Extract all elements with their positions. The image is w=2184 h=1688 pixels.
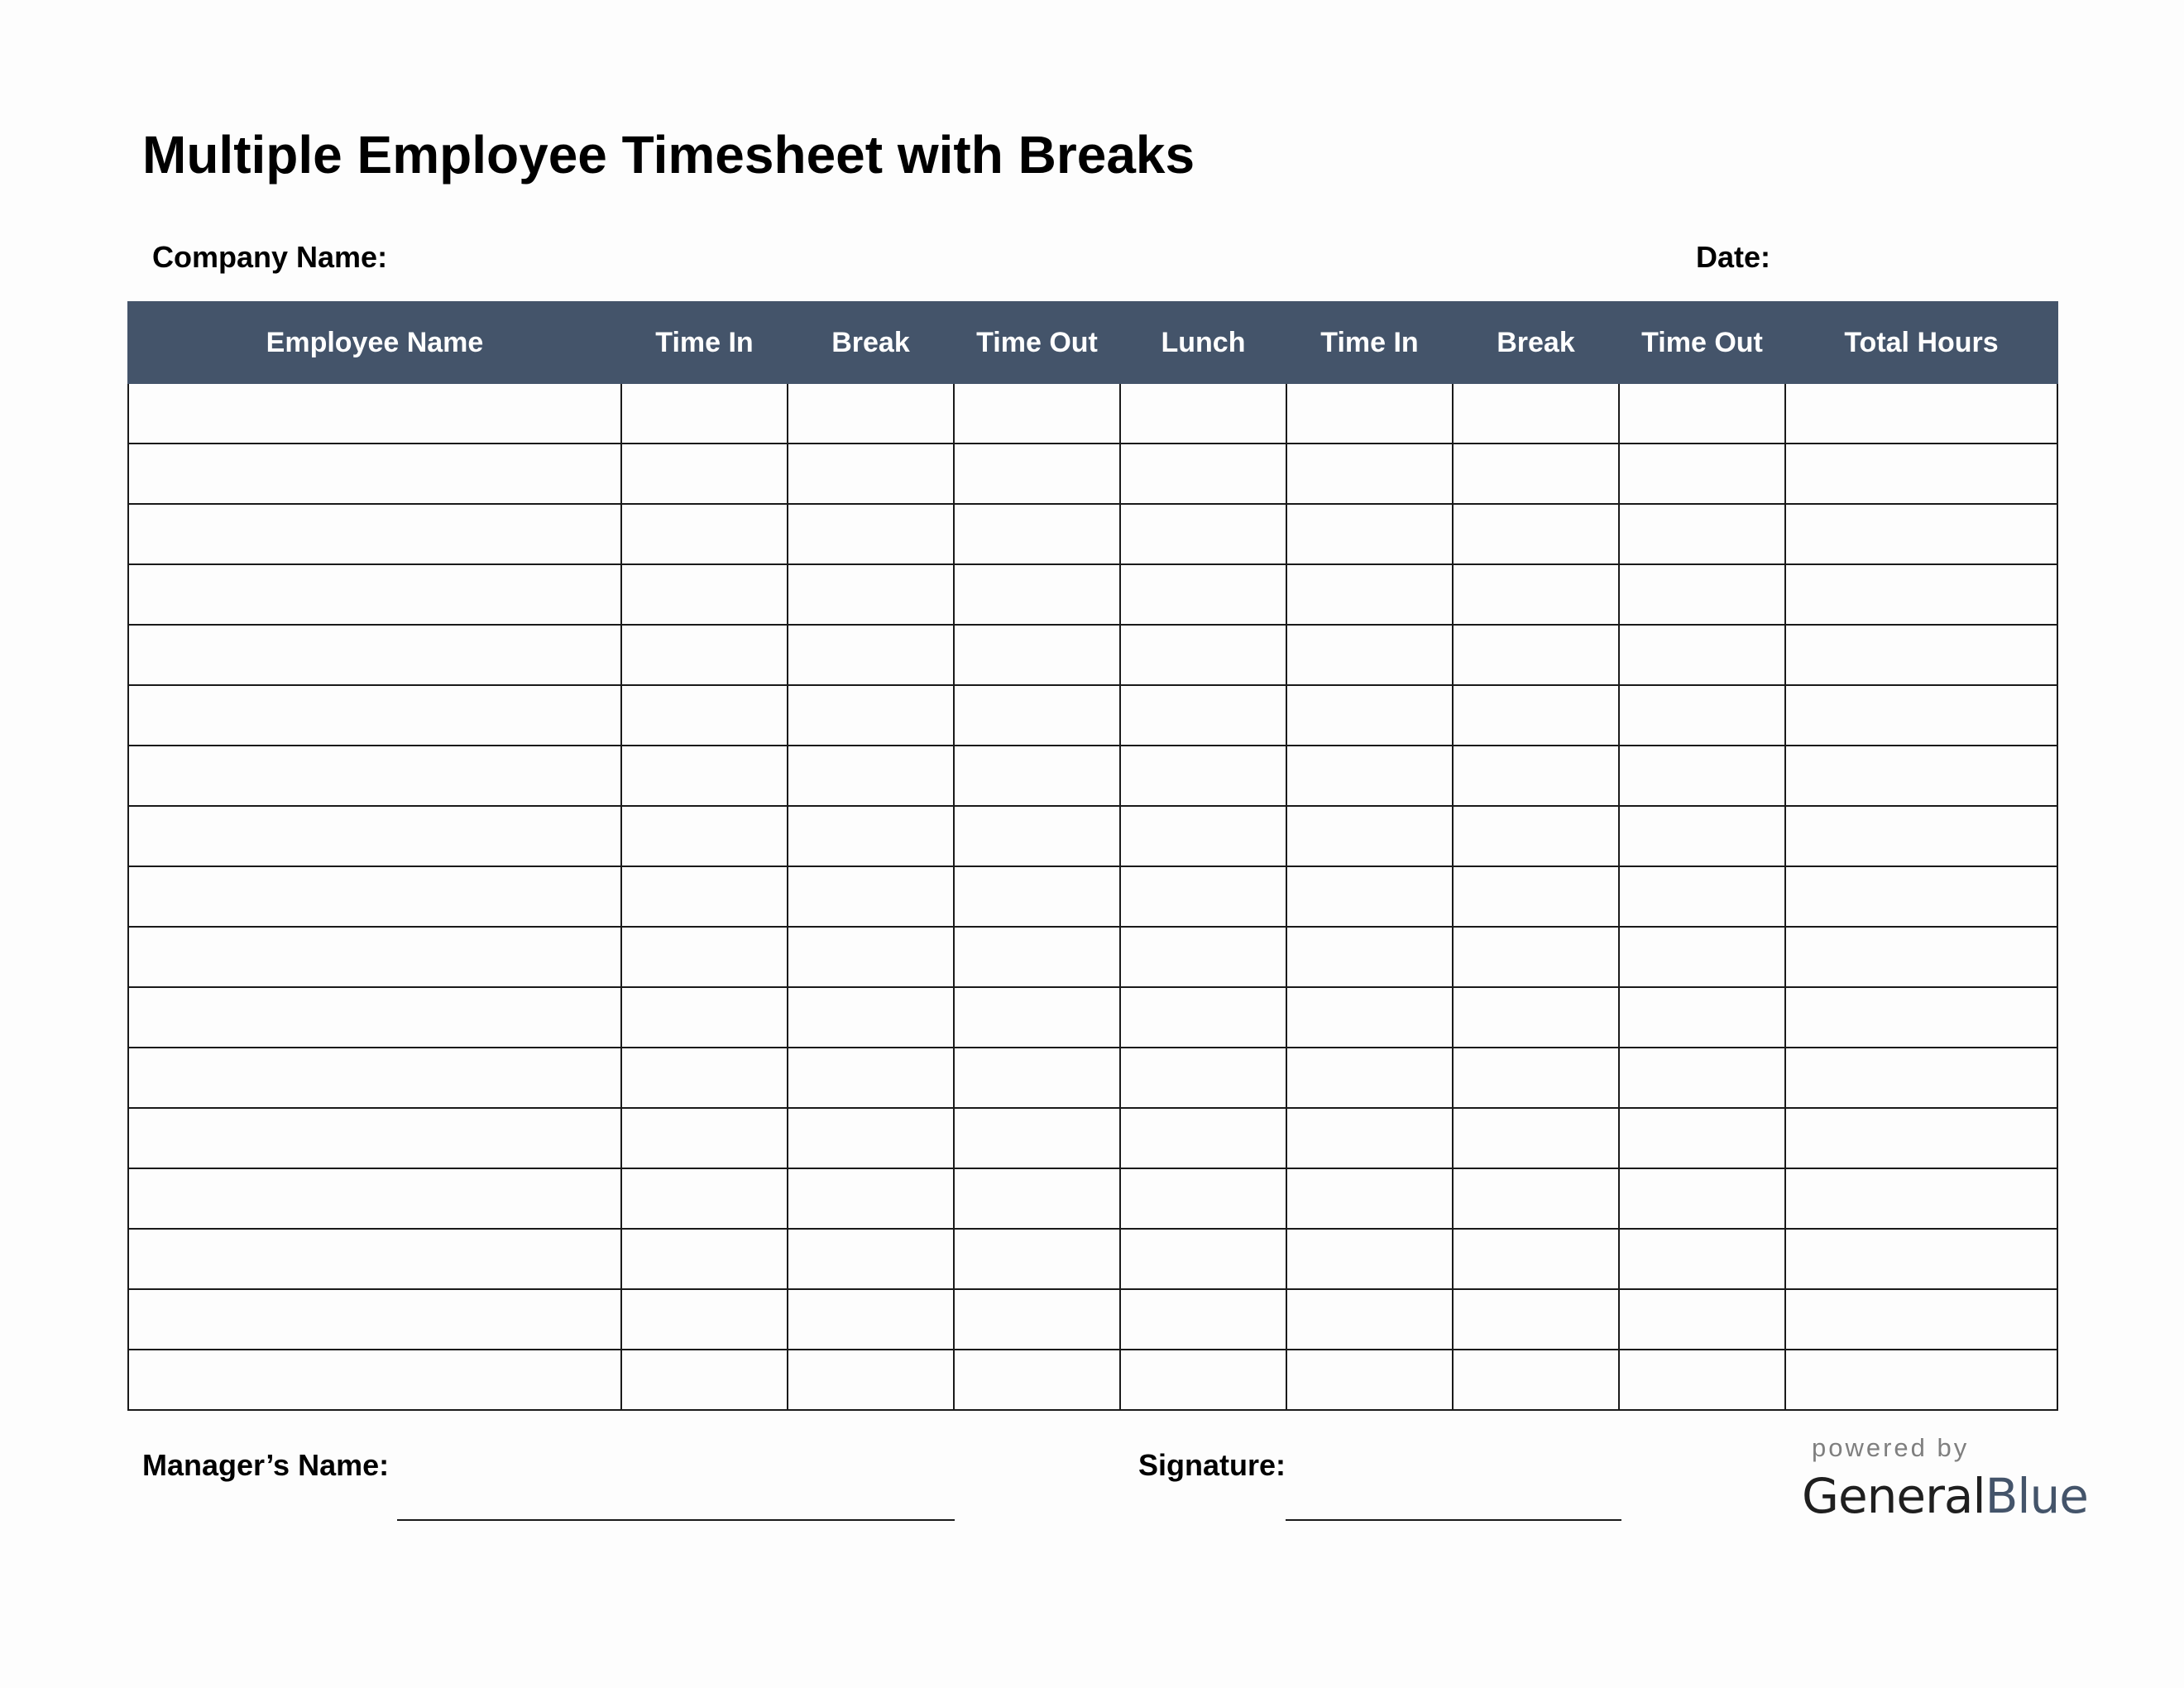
cell-lunch[interactable] <box>1120 746 1286 806</box>
cell-lunch[interactable] <box>1120 564 1286 625</box>
cell-total-hours[interactable] <box>1785 685 2057 746</box>
cell-break-2[interactable] <box>1453 504 1619 564</box>
cell-time-out-2[interactable] <box>1619 564 1785 625</box>
cell-time-out-2[interactable] <box>1619 625 1785 685</box>
cell-break-2[interactable] <box>1453 1350 1619 1410</box>
cell-break[interactable] <box>788 625 954 685</box>
cell-time-in[interactable] <box>621 806 788 866</box>
cell-time-in[interactable] <box>621 1048 788 1108</box>
cell-total-hours[interactable] <box>1785 383 2057 444</box>
cell-total-hours[interactable] <box>1785 1168 2057 1229</box>
cell-break[interactable] <box>788 1108 954 1168</box>
column-header-break-2: Break <box>1453 302 1619 383</box>
cell-time-in[interactable] <box>621 1168 788 1229</box>
cell-break-2[interactable] <box>1453 866 1619 927</box>
signature-label: Signature: <box>1138 1448 1286 1482</box>
cell-time-in-2[interactable] <box>1286 685 1453 746</box>
cell-break-2[interactable] <box>1453 625 1619 685</box>
cell-time-in-2[interactable] <box>1286 1168 1453 1229</box>
cell-time-in[interactable] <box>621 444 788 504</box>
cell-time-in[interactable] <box>621 504 788 564</box>
cell-lunch[interactable] <box>1120 625 1286 685</box>
cell-time-in-2[interactable] <box>1286 383 1453 444</box>
cell-time-in[interactable] <box>621 1108 788 1168</box>
powered-by-text: powered by <box>1812 1433 1970 1462</box>
cell-time-in[interactable] <box>621 746 788 806</box>
cell-time-out[interactable] <box>954 1229 1120 1289</box>
table-row <box>128 1048 2057 1108</box>
cell-total-hours[interactable] <box>1785 746 2057 806</box>
generalblue-logo <box>1802 1468 2088 1524</box>
cell-time-out[interactable] <box>954 625 1120 685</box>
cell-employee-name[interactable] <box>128 746 621 806</box>
timesheet-table <box>127 301 2058 1411</box>
cell-time-out[interactable] <box>954 1350 1120 1410</box>
cell-total-hours[interactable] <box>1785 444 2057 504</box>
cell-time-out-2[interactable] <box>1619 1168 1785 1229</box>
cell-time-in-2[interactable] <box>1286 927 1453 987</box>
cell-time-in-2[interactable] <box>1286 987 1453 1048</box>
cell-time-out-2[interactable] <box>1619 746 1785 806</box>
cell-time-out-2[interactable] <box>1619 1289 1785 1350</box>
cell-total-hours[interactable] <box>1785 625 2057 685</box>
cell-time-in-2[interactable] <box>1286 444 1453 504</box>
table-row <box>128 1108 2057 1168</box>
cell-time-out[interactable] <box>954 927 1120 987</box>
cell-time-in-2[interactable] <box>1286 1289 1453 1350</box>
cell-time-in[interactable] <box>621 1289 788 1350</box>
cell-time-in-2[interactable] <box>1286 1350 1453 1410</box>
cell-time-in[interactable] <box>621 1229 788 1289</box>
cell-time-out[interactable] <box>954 504 1120 564</box>
cell-break[interactable] <box>788 806 954 866</box>
table-row <box>128 1289 2057 1350</box>
cell-break[interactable] <box>788 1229 954 1289</box>
cell-total-hours[interactable] <box>1785 1350 2057 1410</box>
cell-time-out-2[interactable] <box>1619 866 1785 927</box>
cell-employee-name[interactable] <box>128 987 621 1048</box>
cell-time-in[interactable] <box>621 927 788 987</box>
company-name-label: Company Name: <box>152 240 388 274</box>
cell-break-2[interactable] <box>1453 746 1619 806</box>
cell-break[interactable] <box>788 1350 954 1410</box>
cell-time-in-2[interactable] <box>1286 625 1453 685</box>
cell-time-out-2[interactable] <box>1619 1048 1785 1108</box>
cell-break-2[interactable] <box>1453 444 1619 504</box>
column-header-employee-name: Employee Name <box>128 302 621 383</box>
cell-time-in[interactable] <box>621 866 788 927</box>
logo-blue-text: Blue <box>1985 1468 2088 1524</box>
cell-employee-name[interactable] <box>128 1108 621 1168</box>
cell-time-out[interactable] <box>954 866 1120 927</box>
page-title: Multiple Employee Timesheet with Breaks <box>142 125 1195 185</box>
table-row <box>128 927 2057 987</box>
cell-break[interactable] <box>788 1048 954 1108</box>
cell-employee-name[interactable] <box>128 1168 621 1229</box>
column-header-total-hours: Total Hours <box>1785 302 2057 383</box>
cell-time-in-2[interactable] <box>1286 1229 1453 1289</box>
cell-total-hours[interactable] <box>1785 1048 2057 1108</box>
table-row <box>128 987 2057 1048</box>
table-row <box>128 1350 2057 1410</box>
table-row <box>128 504 2057 564</box>
cell-employee-name[interactable] <box>128 685 621 746</box>
table-row <box>128 625 2057 685</box>
cell-time-in[interactable] <box>621 685 788 746</box>
cell-total-hours[interactable] <box>1785 987 2057 1048</box>
cell-break-2[interactable] <box>1453 1048 1619 1108</box>
cell-break-2[interactable] <box>1453 383 1619 444</box>
column-header-time-out: Time Out <box>954 302 1120 383</box>
cell-lunch[interactable] <box>1120 1350 1286 1410</box>
cell-break[interactable] <box>788 746 954 806</box>
cell-employee-name[interactable] <box>128 1048 621 1108</box>
cell-break[interactable] <box>788 927 954 987</box>
table-body <box>128 383 2057 1410</box>
cell-total-hours[interactable] <box>1785 806 2057 866</box>
cell-time-out-2[interactable] <box>1619 685 1785 746</box>
cell-lunch[interactable] <box>1120 1108 1286 1168</box>
cell-lunch[interactable] <box>1120 685 1286 746</box>
cell-total-hours[interactable] <box>1785 504 2057 564</box>
table-row <box>128 806 2057 866</box>
table-row <box>128 564 2057 625</box>
cell-employee-name[interactable] <box>128 625 621 685</box>
column-header-time-in-2: Time In <box>1286 302 1453 383</box>
cell-employee-name[interactable] <box>128 564 621 625</box>
cell-time-out-2[interactable] <box>1619 1350 1785 1410</box>
manager-name-label: Manager’s Name: <box>142 1448 390 1482</box>
cell-total-hours[interactable] <box>1785 564 2057 625</box>
cell-time-out[interactable] <box>954 1289 1120 1350</box>
cell-employee-name[interactable] <box>128 866 621 927</box>
cell-break-2[interactable] <box>1453 927 1619 987</box>
cell-time-in-2[interactable] <box>1286 1108 1453 1168</box>
cell-time-in[interactable] <box>621 625 788 685</box>
cell-break-2[interactable] <box>1453 1229 1619 1289</box>
table-row <box>128 1168 2057 1229</box>
cell-time-in-2[interactable] <box>1286 1048 1453 1108</box>
cell-time-in-2[interactable] <box>1286 746 1453 806</box>
cell-time-out[interactable] <box>954 564 1120 625</box>
cell-break[interactable] <box>788 685 954 746</box>
cell-break[interactable] <box>788 504 954 564</box>
cell-total-hours[interactable] <box>1785 866 2057 927</box>
cell-time-in-2[interactable] <box>1286 564 1453 625</box>
column-header-time-in: Time In <box>621 302 788 383</box>
logo-general-text: General <box>1802 1468 1985 1524</box>
cell-total-hours[interactable] <box>1785 1108 2057 1168</box>
cell-lunch[interactable] <box>1120 1048 1286 1108</box>
cell-time-in[interactable] <box>621 1350 788 1410</box>
table-header-row <box>128 302 2057 383</box>
cell-time-out[interactable] <box>954 383 1120 444</box>
cell-time-out[interactable] <box>954 1108 1120 1168</box>
cell-time-out-2[interactable] <box>1619 504 1785 564</box>
cell-lunch[interactable] <box>1120 1229 1286 1289</box>
cell-time-in[interactable] <box>621 564 788 625</box>
cell-employee-name[interactable] <box>128 444 621 504</box>
cell-employee-name[interactable] <box>128 806 621 866</box>
cell-time-out[interactable] <box>954 685 1120 746</box>
cell-time-out-2[interactable] <box>1619 987 1785 1048</box>
column-header-break: Break <box>788 302 954 383</box>
cell-break[interactable] <box>788 1289 954 1350</box>
cell-time-out[interactable] <box>954 806 1120 866</box>
cell-lunch[interactable] <box>1120 504 1286 564</box>
cell-time-out[interactable] <box>954 444 1120 504</box>
cell-break-2[interactable] <box>1453 806 1619 866</box>
cell-time-out-2[interactable] <box>1619 806 1785 866</box>
cell-total-hours[interactable] <box>1785 1289 2057 1350</box>
table-row <box>128 866 2057 927</box>
cell-time-out-2[interactable] <box>1619 444 1785 504</box>
cell-break[interactable] <box>788 1168 954 1229</box>
cell-break[interactable] <box>788 444 954 504</box>
cell-time-out[interactable] <box>954 1048 1120 1108</box>
signature-line[interactable] <box>1286 1519 1621 1521</box>
table-row <box>128 746 2057 806</box>
cell-time-in[interactable] <box>621 987 788 1048</box>
cell-employee-name[interactable] <box>128 1229 621 1289</box>
cell-time-in-2[interactable] <box>1286 866 1453 927</box>
table-row <box>128 383 2057 444</box>
table-row <box>128 444 2057 504</box>
cell-total-hours[interactable] <box>1785 1229 2057 1289</box>
cell-break[interactable] <box>788 866 954 927</box>
cell-employee-name[interactable] <box>128 504 621 564</box>
manager-name-line[interactable] <box>397 1519 955 1521</box>
cell-time-in-2[interactable] <box>1286 806 1453 866</box>
cell-time-in[interactable] <box>621 383 788 444</box>
cell-time-out[interactable] <box>954 987 1120 1048</box>
column-header-time-out-2: Time Out <box>1619 302 1785 383</box>
cell-break[interactable] <box>788 987 954 1048</box>
cell-break[interactable] <box>788 383 954 444</box>
cell-break[interactable] <box>788 564 954 625</box>
table-row <box>128 1229 2057 1289</box>
column-header-lunch: Lunch <box>1120 302 1286 383</box>
cell-total-hours[interactable] <box>1785 927 2057 987</box>
cell-lunch[interactable] <box>1120 987 1286 1048</box>
cell-break-2[interactable] <box>1453 1289 1619 1350</box>
cell-time-out[interactable] <box>954 1168 1120 1229</box>
cell-lunch[interactable] <box>1120 1168 1286 1229</box>
cell-lunch[interactable] <box>1120 927 1286 987</box>
cell-lunch[interactable] <box>1120 1289 1286 1350</box>
cell-break-2[interactable] <box>1453 685 1619 746</box>
table-row <box>128 685 2057 746</box>
cell-employee-name[interactable] <box>128 1350 621 1410</box>
cell-employee-name[interactable] <box>128 927 621 987</box>
cell-break-2[interactable] <box>1453 987 1619 1048</box>
cell-time-in-2[interactable] <box>1286 504 1453 564</box>
date-label: Date: <box>1696 240 1771 274</box>
cell-lunch[interactable] <box>1120 866 1286 927</box>
cell-break-2[interactable] <box>1453 1168 1619 1229</box>
cell-time-out-2[interactable] <box>1619 927 1785 987</box>
cell-break-2[interactable] <box>1453 564 1619 625</box>
cell-lunch[interactable] <box>1120 444 1286 504</box>
cell-time-out-2[interactable] <box>1619 1229 1785 1289</box>
cell-lunch[interactable] <box>1120 383 1286 444</box>
cell-time-out-2[interactable] <box>1619 383 1785 444</box>
cell-employee-name[interactable] <box>128 1289 621 1350</box>
cell-time-out-2[interactable] <box>1619 1108 1785 1168</box>
cell-employee-name[interactable] <box>128 383 621 444</box>
cell-break-2[interactable] <box>1453 1108 1619 1168</box>
cell-time-out[interactable] <box>954 746 1120 806</box>
cell-lunch[interactable] <box>1120 806 1286 866</box>
